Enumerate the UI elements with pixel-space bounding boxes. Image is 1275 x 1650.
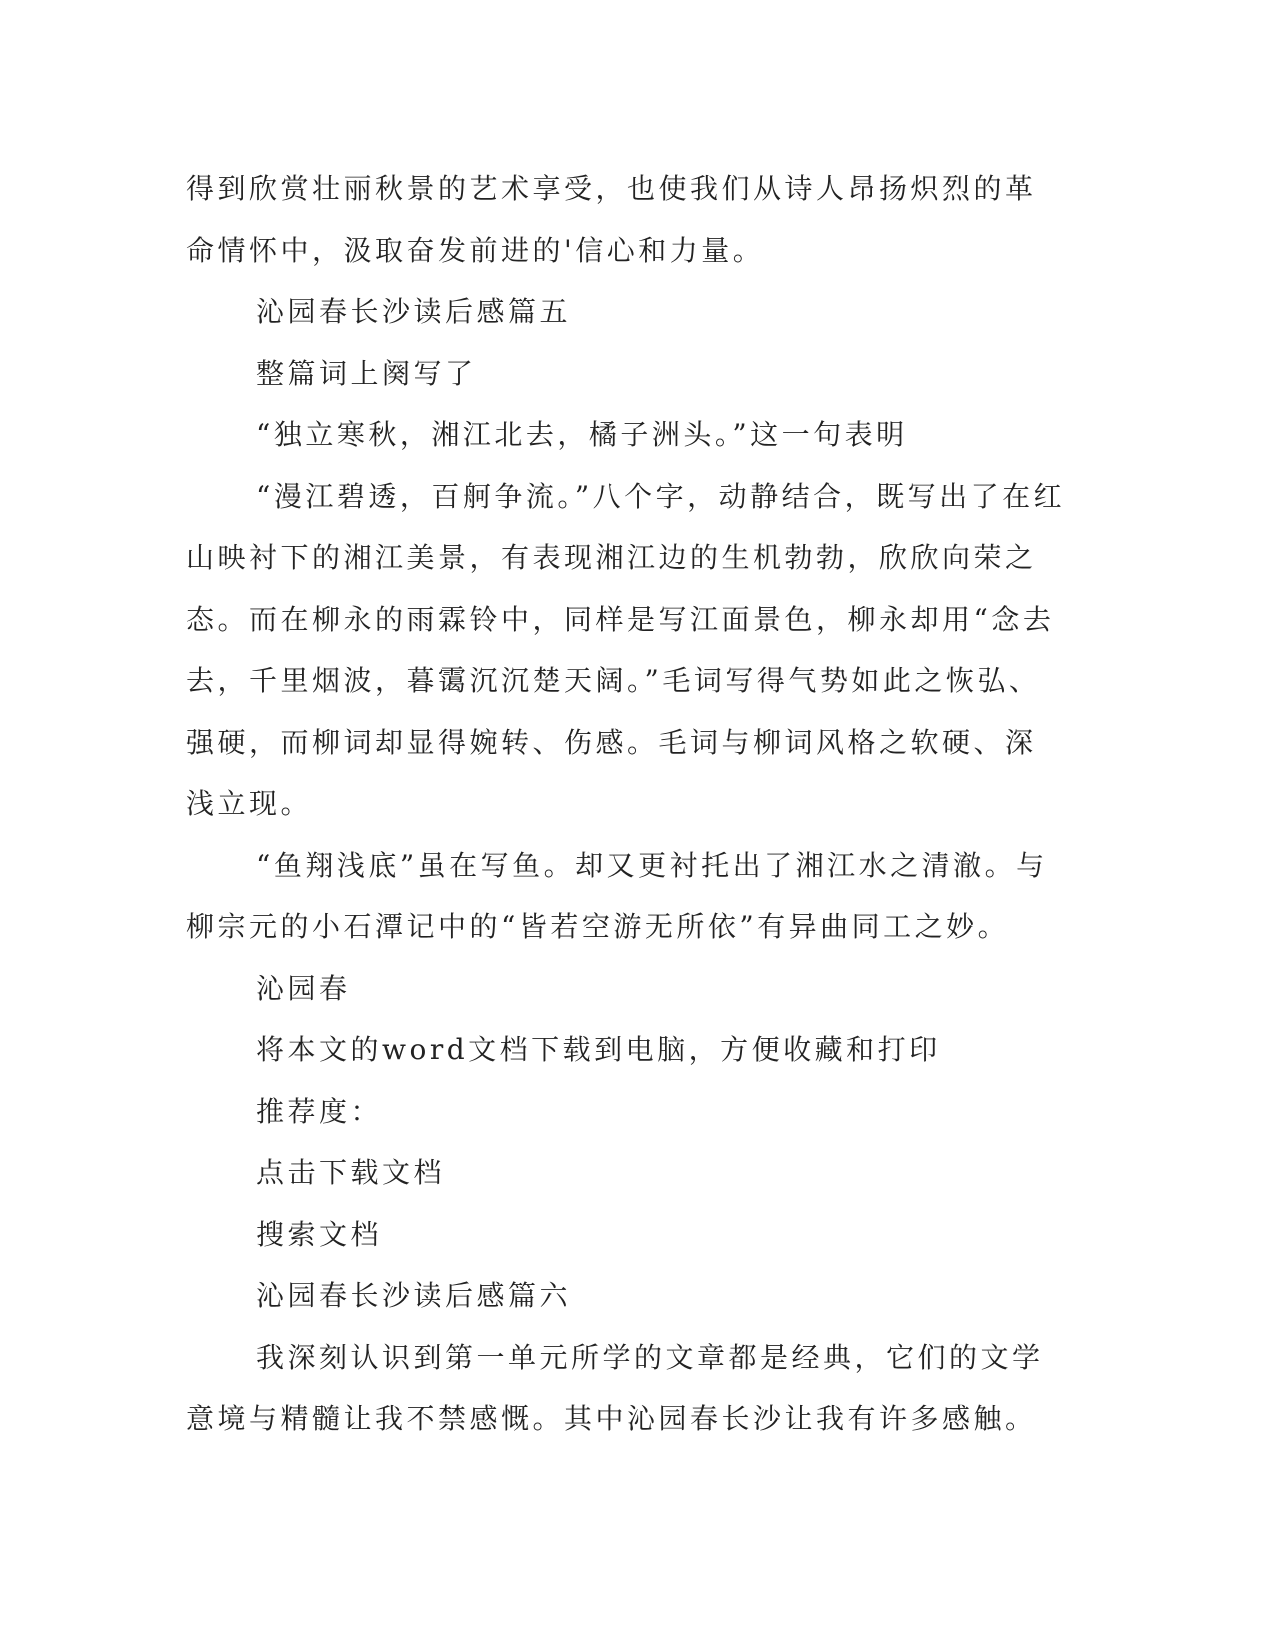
download-prompt: 将本文的word文档下载到电脑，方便收藏和打印: [256, 1033, 941, 1066]
paragraph: “独立寒秋，湘江北去，橘子洲头。”这一句表明: [256, 418, 908, 451]
section-heading-5: 沁园春长沙读后感篇五: [256, 295, 572, 328]
paragraph: 我深刻认识到第一单元所学的文章都是经典，它们的文学意境与精髓让我不禁感慨。其中沁园春长沙让我有许多感触。: [186, 1340, 1044, 1435]
paragraph-continuation: 得到欣赏壮丽秋景的艺术享受，也使我们从诗人昂扬炽烈的革命情怀中，汲取奋发前进的'信心和力量。: [186, 172, 1037, 267]
document-body: [186, 158, 1066, 1450]
paragraph: 整篇词上阕写了: [256, 356, 477, 390]
paragraph: “漫江碧透，百舸争流。”八个字，动静结合，既写出了在红山映衬下的湘江美景，有表现湘江边的生机勃勃，欣欣向荣之态。而在柳永的雨霖铃中，同样是写江面景色，柳永却用“念去去，千里烟波，暮霭沉沉楚天阔。”毛词写得气势如此之恢弘、强硬，而柳词却显得婉转、伤感。毛词与柳词风格之软硬、深浅立现。: [186, 479, 1066, 820]
paragraph: 沁园春: [256, 971, 351, 1005]
download-document-link: 点击下载文档: [256, 1156, 446, 1189]
recommendation-label: 推荐度：: [256, 1094, 383, 1128]
paragraph: “鱼翔浅底”虽在写鱼。却又更衬托出了湘江水之清澈。与柳宗元的小石潭记中的“皆若空游无所依”有异曲同工之妙。: [186, 848, 1048, 943]
section-heading-6: 沁园春长沙读后感篇六: [256, 1279, 572, 1312]
search-document-link: 搜索文档: [256, 1217, 383, 1251]
